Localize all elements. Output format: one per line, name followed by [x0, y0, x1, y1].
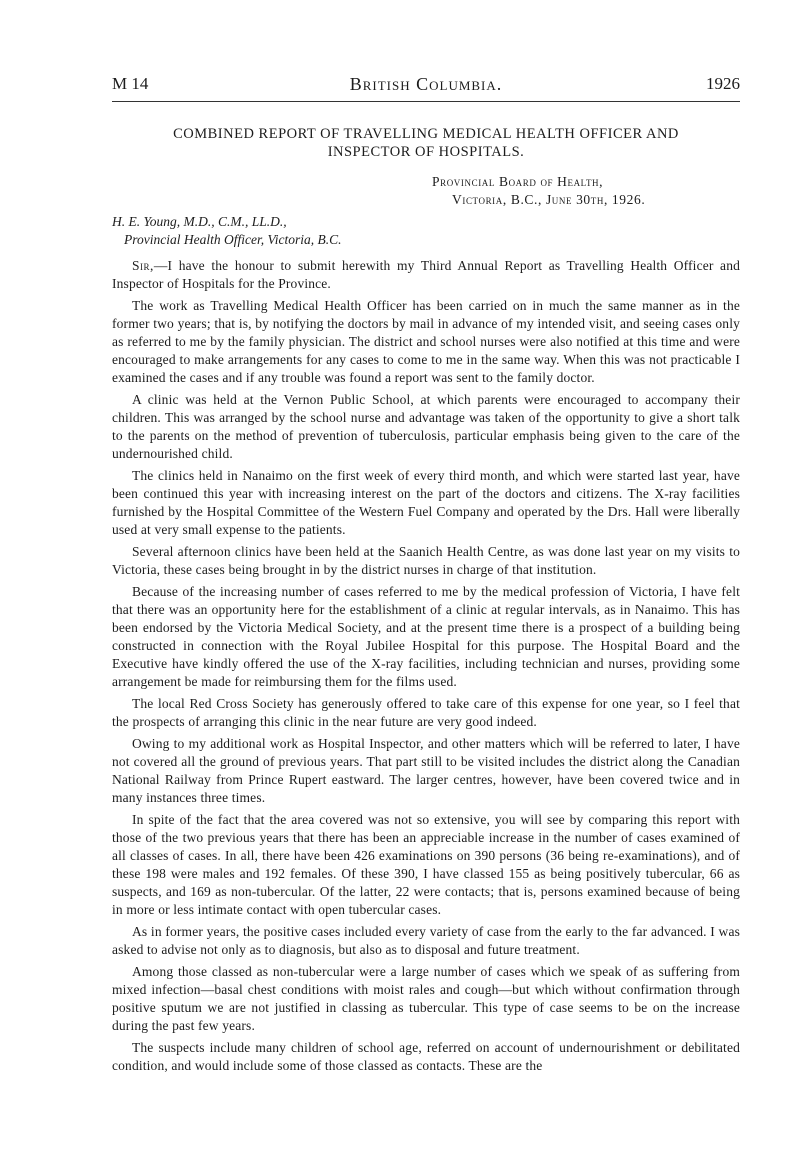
report-title-line-1: COMBINED REPORT OF TRAVELLING MEDICAL HEALTH OFFICER AND: [173, 126, 679, 142]
page-year: 1926: [706, 74, 740, 93]
paragraph: [112, 257, 740, 293]
report-body: [112, 125, 740, 1075]
addressee-title: Provincial Health Officer, Victoria, B.C.: [124, 232, 342, 247]
paragraph: As in former years, the positive cases included every variety of case from the early to the far advanced. I was asked to advise not only as to diagnosis, but also as to disposal and future treatment.: [112, 924, 740, 957]
paragraph-text: —I have the honour to submit herewith my Third Annual Report as Travelling Health Officer and Inspector of Hospitals for the Province.: [112, 258, 740, 291]
paragraph: The suspects include many children of school age, referred on account of undernourishment or debilitated condition, and would include some of those classed as contacts. These are the: [112, 1040, 740, 1073]
sender-place-date: Victoria, B.C., June 30th, 1926.: [452, 192, 646, 207]
sender-organization: Provincial Board of Health,: [432, 174, 604, 189]
paragraph: Because of the increasing number of cases referred to me by the medical profession of Victoria, I have felt that there was an opportunity here for the establishment of a clinic at regular intervals, as in Nanaimo. This has been endorsed by the Victoria Medical Society, and at the present time there is a prospect of a building being constructed in connection with the Royal Jubilee Hospital for this purpose. The Hospital Board and the Executive have kindly offered the use of the X-ray facilities, including technician and nurses, providing some arrangement be made for reimbursing them for the films used.: [112, 584, 740, 689]
page-number: M 14: [112, 74, 149, 93]
paragraph: Several afternoon clinics have been held at the Saanich Health Centre, as was done last year on my visits to Victoria, these cases being brought in by the district nurses in charge of that institution.: [112, 544, 740, 577]
header-divider: [112, 101, 740, 102]
paragraph: The clinics held in Nanaimo on the first week of every third month, and which were started last year, have been continued this year with increasing interest on the part of the doctors and citizens. The X-ray facilities furnished by the Hospital Committee of the Western Fuel Company and operated by the Drs. Hall were liberally used at very small expense to the patients.: [112, 468, 740, 537]
paragraph: In spite of the fact that the area covered was not so extensive, you will see by comparing this report with those of the two previous years that there has been an appreciable increase in the number of cases examined of all classes of cases. In all, there have been 426 examinations on 390 persons (36 being re-examinations), and of these 198 were males and 192 females. Of these 390, I have classed 155 as being positively tubercular, 66 as suspects, and 169 as non-tubercular. Of the latter, 22 were contacts; that is, persons examined because of being in more or less intimate contact with open tubercular cases.: [112, 812, 740, 917]
running-head: [112, 74, 740, 98]
report-title-line-2: INSPECTOR OF HOSPITALS.: [327, 144, 525, 160]
report-title: [112, 125, 740, 161]
paragraph: Owing to my additional work as Hospital Inspector, and other matters which will be referred to later, I have not covered all the ground of previous years. That part still to be visited includes the district along the Canadian National Railway from Prince Rupert eastward. The larger centres, however, have been covered twice and in many instances three times.: [112, 736, 740, 805]
running-title: British Columbia.: [349, 74, 503, 94]
addressee-name: H. E. Young, M.D., C.M., LL.D.,: [112, 214, 287, 229]
paragraph: The work as Travelling Medical Health Officer has been carried on in much the same manner as in the former two years; that is, by notifying the doctors by mail in advance of my intended visit, and seeing cases only as referred to me by the family physician. The district and school nurses were also notified at this time and were encouraged to make arrangements for any cases to come to me in the same way. When this was not practicable I examined the cases and if any trouble was found a report was sent to the family doctor.: [112, 298, 740, 385]
paragraph: Among those classed as non-tubercular were a large number of cases which we speak of as suffering from mixed infection—basal chest conditions with moist rales and cough—but which without confirmation through positive sputum we are not justified in classing as tubercular. This type of case seems to be on the increase during the past few years.: [112, 964, 740, 1033]
paragraph: A clinic was held at the Vernon Public School, at which parents were encouraged to accompany their children. This was arranged by the school nurse and advantage was taken of the opportunity to give a short talk to the parents on the method of prevention of tuberculosis, particular emphasis being given to the care of the undernourished child.: [112, 392, 740, 461]
sender-block: [112, 173, 740, 209]
paragraph: The local Red Cross Society has generously offered to take care of this expense for one year, so I feel that the prospects of arranging this clinic in the near future are very good indeed.: [112, 696, 740, 729]
salutation: Sir,: [132, 258, 154, 273]
addressee-block: [112, 213, 740, 249]
